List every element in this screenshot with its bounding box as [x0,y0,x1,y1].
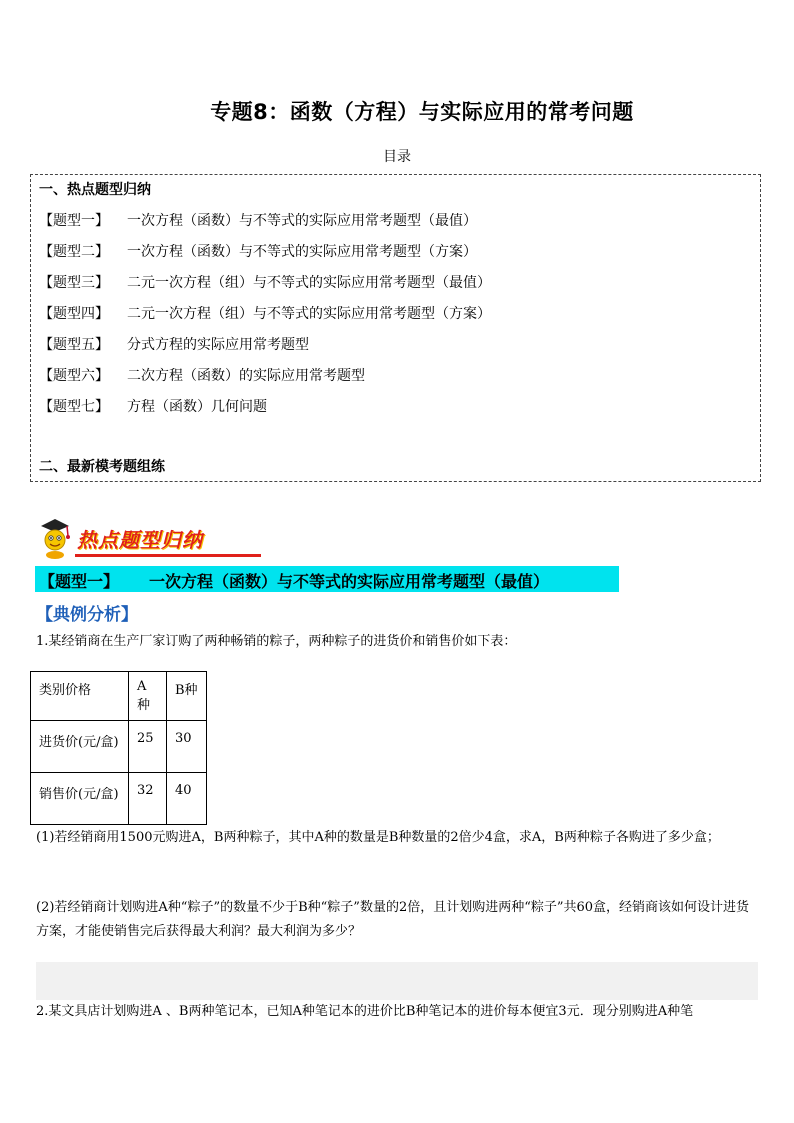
toc-item[interactable] [39,241,477,261]
problem-1-question-2: (2)若经销商计划购进A种“粽子”的数量不少于B种“粽子”数量的2倍，且计划购进两种“粽子”共60盒，经销商该如何设计进货方案，才能使销售完后获得最大利润？最大利润为多少？ [36,900,750,939]
toc-item-text: 一次方程（函数）与不等式的实际应用常考题型（最值） [127,213,477,229]
table-cell: 32 [129,773,167,825]
toc-item[interactable] [39,396,267,416]
toc-item-tag: 【题型二】 [39,244,109,260]
toc-item-text: 方程（函数）几何问题 [127,399,267,415]
toc-item-text: 一次方程（函数）与不等式的实际应用常考题型（方案） [127,244,477,260]
toc-item-text: 二元一次方程（组）与不等式的实际应用常考题型（最值） [127,275,491,291]
badge-text: 热点题型归纳 [77,528,203,552]
section-badge [35,516,230,560]
table-row [31,672,207,721]
page-title: 专题8：函数（方程）与实际应用的常考问题 [210,100,634,124]
price-table [30,671,207,825]
table-cell: 进货价(元/盒) [31,721,129,773]
table-cell: B种 [167,672,207,721]
toc-item-tag: 【题型四】 [39,306,109,322]
toc-item-tag: 【题型一】 [39,213,109,229]
table-cell: 25 [129,721,167,773]
toc-section-1: 一、热点题型归纳 [39,182,151,198]
badge-underline [75,554,261,557]
toc-section-2: 二、最新模考题组练 [39,459,165,475]
table-of-contents [30,174,761,482]
toc-label: 目录 [383,149,411,165]
table-cell: A种 [129,672,167,721]
table-row [31,721,207,773]
toc-item[interactable] [39,272,491,292]
table-cell: 销售价(元/盒) [31,773,129,825]
toc-item-tag: 【题型六】 [39,368,109,384]
example-heading: 【典例分析】 [36,605,138,625]
toc-item[interactable] [39,365,365,385]
table-cell: 类别价格 [31,672,129,721]
type-banner-tag: 【题型一】 [39,572,120,591]
table-cell: 30 [167,721,207,773]
problem-1-intro: 1.某经销商在生产厂家订购了两种畅销的粽子，两种粽子的进货价和销售价如下表： [36,634,517,649]
answer-area [36,962,758,1000]
toc-item[interactable] [39,303,491,323]
problem-1-question-1: (1)若经销商用1500元购进A，B两种粽子，其中A种的数量是B种数量的2倍少4盒，求A，B两种粽子各购进了多少盒； [36,830,720,845]
toc-item-tag: 【题型三】 [39,275,109,291]
table-cell: 40 [167,773,207,825]
problem-2-intro: 2.某文具店计划购进A 、B两种笔记本，已知A种笔记本的进价比B种笔记本的进价每本便宜3元．现分别购进A种笔 [36,1004,694,1019]
toc-item-text: 分式方程的实际应用常考题型 [127,337,309,353]
toc-item-text: 二次方程（函数）的实际应用常考题型 [127,368,365,384]
mascot-icon [35,516,75,560]
toc-item[interactable] [39,334,309,354]
table-row [31,773,207,825]
type-banner [35,566,619,592]
toc-item-tag: 【题型五】 [39,337,109,353]
type-banner-text: 一次方程（函数）与不等式的实际应用常考题型（最值） [149,572,550,591]
toc-item-tag: 【题型七】 [39,399,109,415]
toc-item[interactable] [39,210,477,230]
toc-item-text: 二元一次方程（组）与不等式的实际应用常考题型（方案） [127,306,491,322]
